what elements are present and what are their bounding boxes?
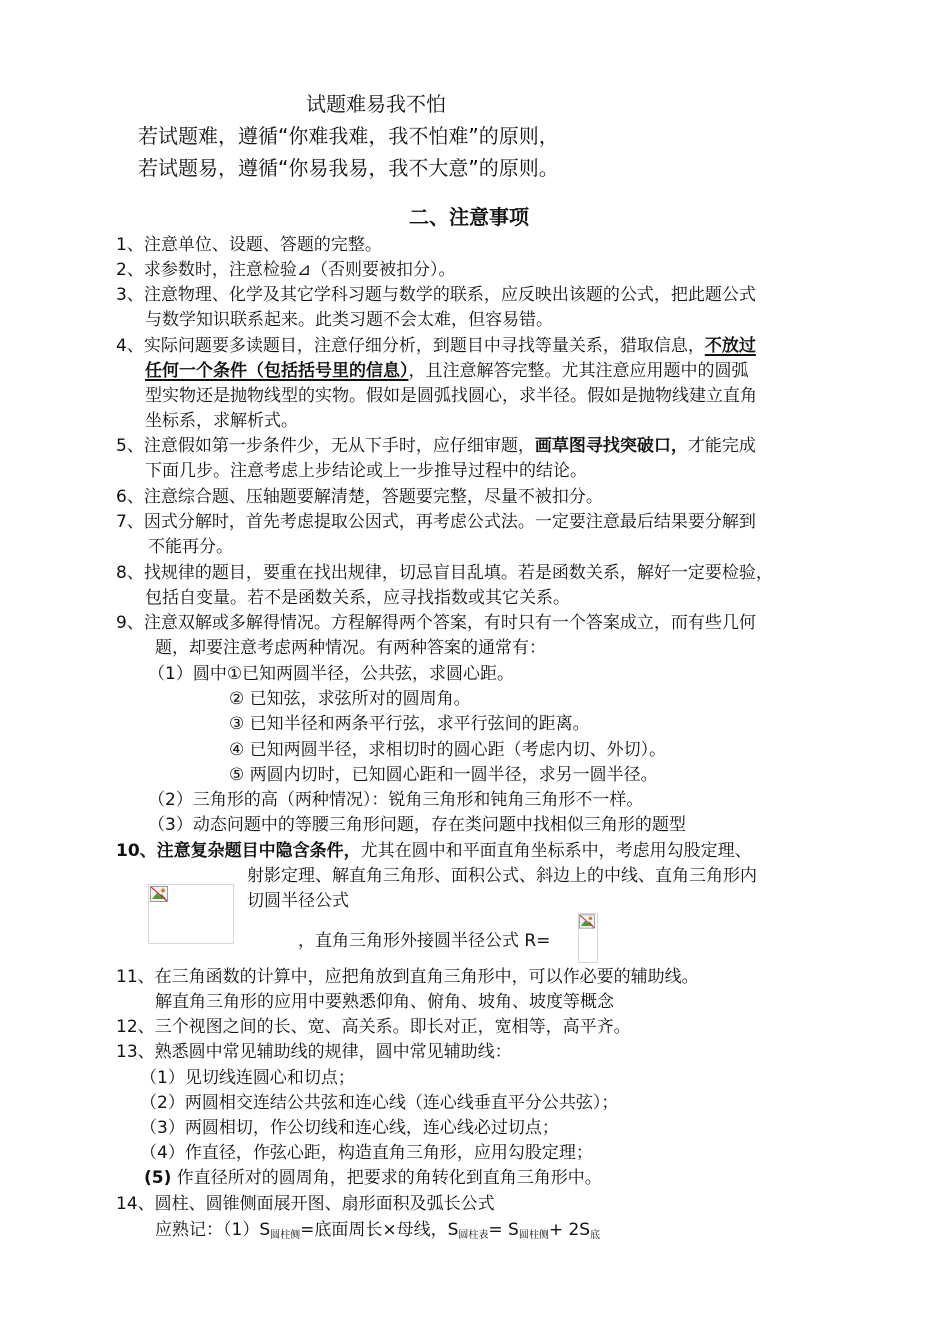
item-1: 1、注意单位、设题、答题的完整。 <box>116 235 382 255</box>
broken-image-icon <box>150 886 168 902</box>
item-5-emphasis: 画草图寻找突破口， <box>534 436 688 456</box>
item-3-line-2: 与数学知识联系起来。此类习题不会太难，但容易错。 <box>145 310 553 330</box>
item-13-case-3: （3）两圆相切，作公切线和连心线，连心线必过切点； <box>140 1118 559 1138</box>
formula-subscript-1: 圆柱侧 <box>270 1230 301 1241</box>
item-13-case-1: （1）见切线连圆心和切点； <box>140 1068 355 1088</box>
item-13-case-5-text: 作直径所对的圆周角，把要求的角转化到直角三角形中。 <box>171 1168 602 1188</box>
item-7-line-2: 不能再分。 <box>148 537 233 557</box>
formula-subscript-3: 圆柱侧 <box>518 1230 549 1241</box>
item-9-line-1: 9、注意双解或多解得情况。方程解得两个答案，有时只有一个答案成立，而有些几何 <box>116 613 756 633</box>
item-4-text: 4、实际问题要多读题目，注意仔细分析，到题目中寻找等量关系，猎取信息， <box>116 336 705 356</box>
item-5-line-1 <box>116 434 756 458</box>
item-4-emphasis-cont: 任何一个条件（包括括号里的信息） <box>145 361 409 381</box>
item-10-line-3: 切圆半径公式 <box>247 891 349 911</box>
item-2: 2、求参数时，注意检验⊿（否则要被扣分）。 <box>116 260 456 280</box>
formula-subscript-2: 圆柱表 <box>458 1230 489 1241</box>
item-8-line-1: 8、找规律的题目，要重在找出规律，切忌盲目乱填。若是函数关系，解好一定要检验， <box>116 563 773 583</box>
item-13: 13、熟悉圆中常见辅助线的规律，圆中常见辅助线： <box>116 1042 512 1062</box>
item-3-line-1: 3、注意物理、化学及其它学科习题与数学的联系，应反映出该题的公式，把此题公式 <box>116 285 756 305</box>
item-7-line-1: 7、因式分解时，首先考虑提取公因式，再考虑公式法。一定要注意最后结果要分解到 <box>116 512 756 532</box>
item-9-line-2: 题，却要注意考虑两种情况。有两种答案的通常有： <box>155 638 546 658</box>
item-6: 6、注意综合题、压轴题要解清楚，答题要完整，尽量不被扣分。 <box>116 487 603 507</box>
item-12: 12、三个视图之间的长、宽、高关系。即长对正，宽相等，高平齐。 <box>116 1017 631 1037</box>
item-10-line-4: ，直角三角形外接圆半径公式 R= <box>298 931 551 951</box>
item-10-line-2: 射影定理、解直角三角形、面积公式、斜边上的中线、直角三角形内 <box>247 866 757 886</box>
item-9-case-3: ③ 已知半径和两条平行弦，求平行弦间的距离。 <box>229 714 590 734</box>
motto-line-2: 若试题易，遵循“你易我易，我不大意”的原则。 <box>138 156 559 180</box>
formula-prefix: 应熟记：（1）S <box>155 1220 271 1240</box>
item-9-case-7: （3）动态问题中的等腰三角形问题，存在类问题中找相似三角形的题型 <box>148 815 686 835</box>
item-9-case-1: （1）圆中①已知两圆半径，公共弦，求圆心距。 <box>148 664 515 684</box>
broken-image-icon <box>579 914 595 929</box>
item-14-formula <box>155 1218 600 1248</box>
item-11-line-1: 11、在三角函数的计算中，应把角放到直角三角形中，可以作必要的辅助线。 <box>116 967 699 987</box>
formula-image-placeholder-2 <box>578 913 598 963</box>
item-9-case-5: ⑤ 两圆内切时，已知圆心距和一圆半径，求另一圆半径。 <box>229 765 658 785</box>
item-10-text: 尤其在圆中和平面直角坐标系中，考虑用勾股定理、 <box>360 841 752 861</box>
item-4-line-3: 型实物还是抛物线型的实物。假如是圆弧找圆心，求半径。假如是抛物线建立直角 <box>145 386 757 406</box>
item-4-line-2 <box>145 359 749 383</box>
motto-line-1: 若试题难，遵循“你难我难，我不怕难”的原则， <box>138 124 559 148</box>
item-4-line-1 <box>116 334 756 358</box>
item-13-case-5 <box>144 1166 602 1190</box>
item-8-line-2: 包括自变量。若不是函数关系，应寻找指数或其它关系。 <box>145 588 570 608</box>
item-4-line-4: 坐标系，求解析式。 <box>145 411 298 431</box>
item-9-case-6: （2）三角形的高（两种情况）：锐角三角形和钝角三角形不一样。 <box>148 790 644 810</box>
item-13-case-4: （4）作直径，作弦心距，构造直角三角形，应用勾股定理； <box>140 1143 593 1163</box>
formula-part-2: = S <box>488 1220 519 1240</box>
item-13-case-2: （2）两圆相交连结公共弦和连心线（连心线垂直平分公共弦）； <box>140 1093 619 1113</box>
item-10-line-1 <box>116 839 752 863</box>
item-4-emphasis: 不放过 <box>704 336 756 356</box>
formula-image-placeholder <box>148 884 234 944</box>
item-13-case-5-number: (5) <box>144 1168 172 1188</box>
item-9-case-4: ④ 已知两圆半径，求相切时的圆心距（考虑内切、外切）。 <box>229 740 667 760</box>
item-9-case-2: ② 已知弦，求弦所对的圆周角。 <box>229 689 471 709</box>
item-4-text-cont: ，且注意解答完整。尤其注意应用题中的圆弧 <box>408 361 749 381</box>
item-11-line-2: 解直角三角形的应用中要熟悉仰角、俯角、坡角、坡度等概念 <box>155 992 614 1012</box>
item-14: 14、圆柱、圆锥侧面展开图、扇形面积及弧长公式 <box>116 1194 495 1214</box>
item-5-line-2: 下面几步。注意考虑上步结论或上一步推导过程中的结论。 <box>145 461 587 481</box>
formula-part-3: + 2S <box>548 1220 591 1240</box>
item-10-emphasis: 10、注意复杂题目中隐含条件， <box>116 841 361 861</box>
formula-part-1: =底面周长×母线，S <box>300 1220 459 1240</box>
item-5-text-end: 才能完成 <box>687 436 756 456</box>
item-5-text: 5、注意假如第一步条件少，无从下手时，应仔细审题， <box>116 436 535 456</box>
formula-subscript-4: 底 <box>590 1230 601 1241</box>
motto-title: 试题难易我不怕 <box>306 92 446 116</box>
section-title: 二、注意事项 <box>409 205 529 229</box>
